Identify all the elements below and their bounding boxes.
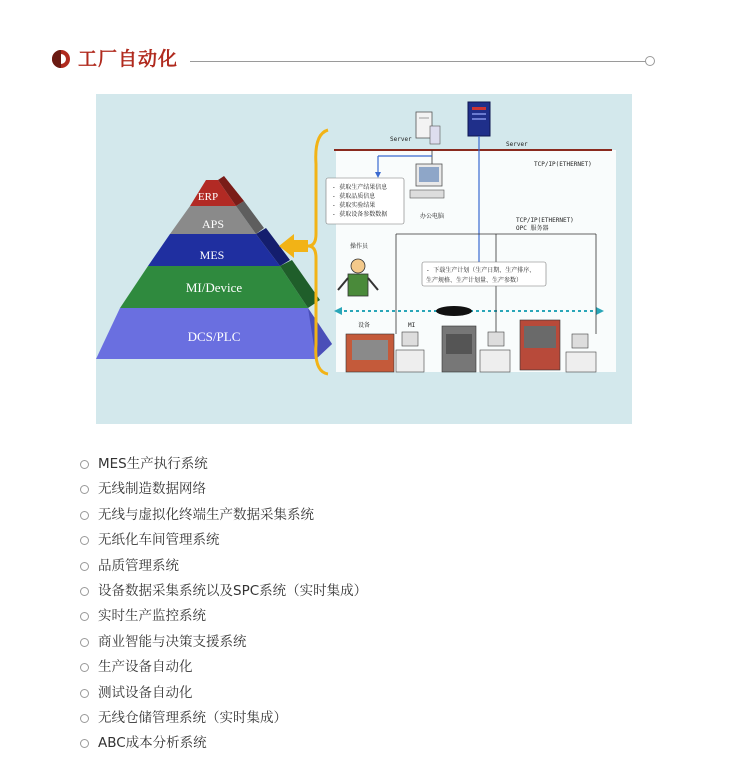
feature-list-item	[80, 655, 367, 680]
equipment-label: 设备	[358, 322, 371, 329]
plan-task-2: 生产规格、生产计划量、生产参数）	[426, 277, 523, 284]
pyramid-label-aps: APS	[201, 217, 225, 231]
feature-list-item	[80, 681, 367, 706]
office-task-4: - 获取设备参数数据	[332, 211, 388, 218]
bullet-circle-icon	[80, 689, 89, 698]
bullet-circle-icon	[80, 536, 89, 545]
bullet-circle-icon	[80, 663, 89, 672]
feature-list-item	[80, 477, 367, 502]
server-right-label: Server	[506, 141, 528, 148]
mi-label: MI	[408, 322, 416, 329]
feature-list-item	[80, 452, 367, 477]
bullet-circle-icon	[80, 562, 89, 571]
feature-label: 实时生产监控系统	[98, 608, 206, 625]
office-task-1: - 获取生产结果信息	[332, 184, 388, 191]
feature-list-item	[80, 503, 367, 528]
feature-label: 设备数据采集系统以及SPC系统（实时集成）	[98, 582, 368, 599]
diagram-svg	[96, 94, 632, 424]
bullet-circle-icon	[80, 638, 89, 647]
feature-list-item	[80, 528, 367, 553]
feature-label: ABC成本分析系统	[98, 735, 207, 752]
equipment-1-icon	[346, 334, 394, 372]
divider-endcap-icon	[645, 56, 655, 66]
section-title: 工厂自动化	[78, 48, 179, 70]
pyramid-label-mi: MI/Device	[185, 280, 243, 295]
equipment-2-icon	[442, 326, 476, 372]
feature-list-item	[80, 554, 367, 579]
feature-label: 测试设备自动化	[98, 684, 193, 701]
network-mid-label-1: TCP/IP(ETHERNET)	[516, 217, 574, 224]
header-divider	[190, 61, 646, 62]
factory-automation-diagram	[96, 94, 632, 424]
office-task-2: - 获取品质信息	[332, 193, 376, 200]
server-left-label: Server	[390, 136, 412, 143]
section-header	[52, 46, 662, 76]
section-ring-icon	[52, 50, 70, 68]
feature-list-item	[80, 630, 367, 655]
feature-label: 无纸化车间管理系统	[98, 532, 220, 549]
network-mid-label-2: OPC 服务器	[516, 225, 549, 232]
network-top-label: TCP/IP(ETHERNET)	[534, 161, 592, 168]
feature-label: 品质管理系统	[98, 557, 179, 574]
feature-list-item	[80, 604, 367, 629]
server-left-icon	[416, 112, 440, 144]
office-task-3: - 获取实验结果	[332, 202, 376, 209]
bullet-circle-icon	[80, 739, 89, 748]
server-right-icon	[468, 102, 490, 136]
bullet-circle-icon	[80, 511, 89, 520]
plan-task-1: - 下载生产计划（生产日期、生产排序、	[426, 267, 536, 274]
feature-list-item	[80, 706, 367, 731]
feature-label: 商业智能与决策支援系统	[98, 633, 247, 650]
pyramid-label-dcs: DCS/PLC	[187, 329, 241, 344]
operator-label: 操作员	[350, 243, 369, 250]
bullet-circle-icon	[80, 612, 89, 621]
equipment-3-icon	[520, 320, 560, 370]
feature-label: 无线制造数据网络	[98, 481, 206, 498]
bullet-circle-icon	[80, 714, 89, 723]
feature-list	[80, 452, 367, 757]
bullet-circle-icon	[80, 460, 89, 469]
feature-label: 无线仓储管理系统（实时集成）	[98, 709, 287, 726]
office-pc-label: 办公电脑	[420, 213, 445, 220]
pyramid-label-erp: ERP	[197, 191, 219, 203]
feature-label: MES生产执行系统	[98, 456, 208, 472]
pyramid-label-mes: MES	[199, 248, 225, 262]
feature-list-item	[80, 579, 367, 604]
feature-label: 无线与虚拟化终端生产数据采集系统	[98, 506, 314, 523]
feature-label: 生产设备自动化	[98, 659, 193, 676]
bullet-circle-icon	[80, 485, 89, 494]
bullet-circle-icon	[80, 587, 89, 596]
feature-list-item	[80, 731, 367, 756]
